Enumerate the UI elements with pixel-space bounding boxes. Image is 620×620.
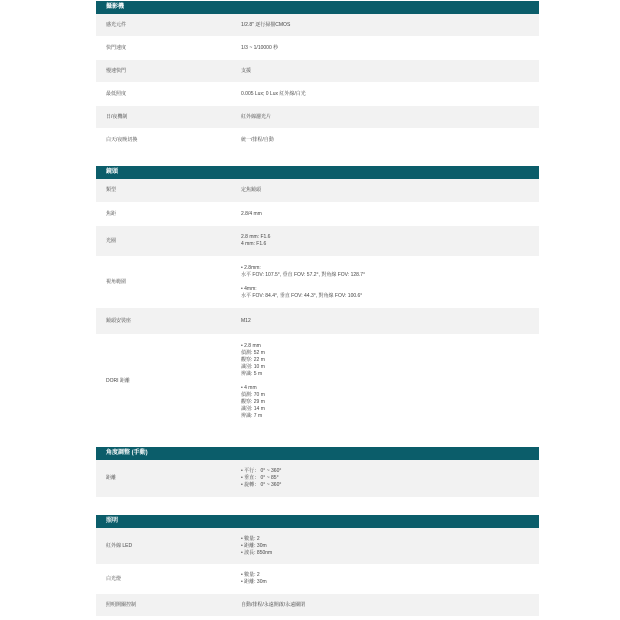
section-angle-adjustment: [96, 447, 539, 497]
spec-row-focal-length: [96, 202, 539, 226]
row-value: • 數量: 2 • 距離: 30m • 波長: 850nm: [241, 535, 273, 556]
row-value: M12: [241, 317, 251, 324]
row-label: 快門速度: [106, 44, 127, 51]
spec-row-lens-mount: [96, 308, 539, 334]
spec-row-min-illumination: [96, 82, 539, 106]
row-value: • 2.8mm: 水平 FOV: 107.5°, 垂直 FOV: 57.2°, 對角線 FOV: 128.7° • 4mm: 水平 FOV: 84.4°, 垂直 FOV: 44.3°, 對角線 FOV: 100.6°: [241, 264, 366, 299]
row-label: 距離: [106, 475, 117, 481]
row-label: 焦距: [106, 210, 117, 217]
section-header-lens: 鏡頭: [96, 166, 539, 179]
row-label: 鏡頭安裝座: [106, 317, 132, 324]
row-value: 1/3 ~ 1/10000 秒: [241, 44, 279, 51]
row-label: 光圈: [106, 237, 117, 244]
row-label: 日/夜機制: [106, 113, 128, 120]
row-label: 白光燈: [106, 575, 122, 582]
spec-row-day-night-switch: [96, 128, 539, 152]
spec-row-aperture: [96, 226, 539, 256]
row-label: 視角範圍: [106, 278, 127, 285]
row-value: • 平行： 0° ~ 360° • 垂直： 0° ~ 85° • 旋轉： 0° ~ 360°: [241, 468, 282, 488]
row-value: 統一/排程/自動: [241, 136, 274, 143]
spec-row-field-of-view: [96, 256, 539, 308]
spec-row-white-light: [96, 564, 539, 594]
spec-row-angle-range: [96, 460, 539, 497]
spec-row-slow-shutter: [96, 60, 539, 82]
spec-row-day-night: [96, 106, 539, 128]
row-label: 照明開關控制: [106, 601, 137, 608]
section-header-lighting: 照明: [96, 515, 539, 528]
row-value: • 數量: 2 • 距離: 30m: [241, 572, 267, 585]
row-label: 最低照度: [106, 90, 127, 97]
spec-row-sensor: [96, 14, 539, 36]
row-label: 感光元件: [106, 21, 127, 28]
row-label: DORI 距離: [106, 378, 130, 384]
row-label: 白天/夜晚切換: [106, 136, 138, 143]
row-value: 1/2.8" 逐行掃描CMOS: [241, 21, 291, 28]
section-camera: [96, 1, 539, 152]
row-value: 定焦鏡頭: [241, 187, 262, 193]
spec-row-lens-type: [96, 179, 539, 202]
spec-row-dori-distance: [96, 334, 539, 429]
row-value: 紅外線濾光片: [241, 113, 272, 120]
row-value: • 2.8 mm 偵測: 52 m 觀察: 22 m 識別: 10 m 辨識: 5 m • 4 mm 偵測: 70 m 觀察: 29 m 識別: 14 m 辨識: 7 m: [241, 343, 265, 419]
spec-row-ir-led: [96, 528, 539, 564]
section-lighting: [96, 515, 539, 616]
section-header-camera: 攝影機: [96, 1, 539, 14]
row-label: 慢速快門: [106, 67, 127, 74]
row-value: 2.8/4 mm: [241, 210, 262, 217]
spec-row-shutter-speed: [96, 36, 539, 60]
row-value: 支援: [241, 67, 252, 74]
spec-row-light-control: [96, 594, 539, 616]
section-lens: [96, 166, 539, 429]
row-label: 紅外線 LED: [106, 542, 133, 549]
row-label: 類型: [106, 187, 117, 193]
row-value: 2.8 mm: F1.6 4 mm: F1.6: [241, 234, 271, 247]
row-value: 0.005 Lux; 0 Lux 紅外線/白光: [241, 90, 306, 97]
row-value: 自動/排程/永遠開啟/永遠關閉: [241, 601, 306, 608]
section-header-angle: 角度調整 (手動): [96, 447, 539, 460]
